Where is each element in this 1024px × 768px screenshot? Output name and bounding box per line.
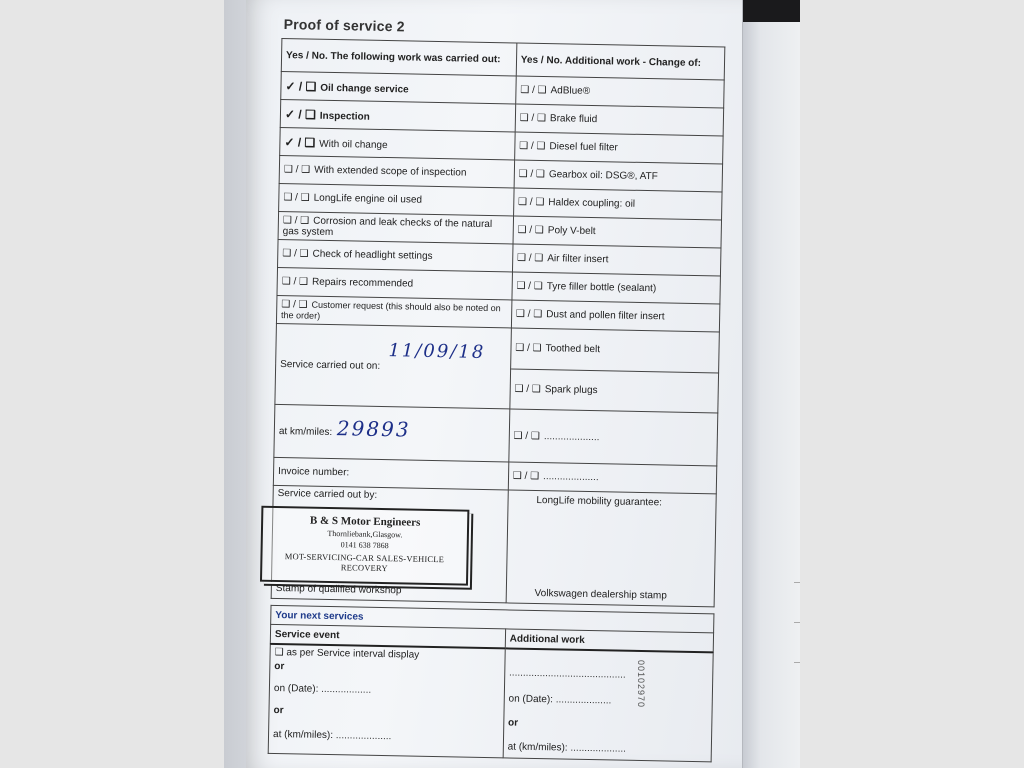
serial-number: 00102970 [635,660,646,709]
checkbox-pair[interactable]: ❑ / ❑ [517,196,545,209]
next-km-field[interactable]: at (km/miles): .................... [272,728,392,743]
workshop-stamp-area [271,485,508,602]
additional-item[interactable]: ❑ / ❑ Toothed belt [510,328,719,372]
service-book-page [246,0,743,768]
right-column-header: Yes / No. Additional work - Change of: [516,43,725,80]
km-label: at km/miles: [278,425,333,438]
additional-item[interactable]: ❑ / ❑ Brake fluid [515,104,724,136]
longlife-guarantee-label: LongLife mobility guarantee: [536,494,663,509]
checkbox-pair[interactable]: ❑ / ❑ [516,280,543,293]
checkbox-ticked[interactable]: ✓ / ❑ [285,78,317,94]
service-date-handwritten: 11/09/18 [388,340,486,363]
work-item[interactable]: ❑ / ❑ Customer request (this should also be noted on the order) [276,295,511,328]
checkbox-pair[interactable]: ❑ / ❑ [517,224,544,237]
checkbox-pair[interactable]: ❑ / ❑ [516,252,544,265]
additional-work-cell[interactable]: .......................................... on (Date): .................... or at (km/miles): .................... [503,648,713,761]
invoice-field[interactable]: Invoice number: [273,457,508,490]
checkbox-pair[interactable]: ❑ / ❑ [283,164,311,176]
stamp-workshop-label: Stamp of qualified workshop [275,582,402,597]
carried-out-by-label: Service carried out by: [277,488,378,501]
additional-item[interactable]: ❑ / ❑ .................... [509,409,718,466]
additional-item[interactable]: ❑ / ❑ Spark plugs [510,368,719,412]
workshop-stamp [260,506,469,586]
checkbox-pair[interactable]: ❑ / ❑ [520,84,547,97]
additional-work-header: Additional work [505,629,714,652]
stamp-phone: 0141 638 7868 [340,540,389,551]
checkbox-pair[interactable]: ❑ / ❑ [282,248,309,260]
work-item[interactable]: ❑ / ❑ Check of headlight settings [278,239,513,272]
service-table [271,38,726,607]
next-services-table [268,605,715,762]
service-event-header: Service event [270,624,505,648]
additional-item[interactable]: ❑ / ❑ Tyre filler bottle (sealant) [512,272,721,304]
interval-display-option[interactable]: ❑ as per Service interval display [274,646,420,661]
right-page-edge [733,22,800,768]
additional-item[interactable]: ❑ / ❑ AdBlue® [515,76,724,108]
stamp-name: B & S Motor Engineers [309,514,421,529]
checkbox-pair[interactable]: ❑ / ❑ [519,140,546,153]
additional-km-field[interactable]: at (km/miles): .................... [507,741,627,755]
additional-item[interactable]: ❑ / ❑ Haldex coupling: oil [513,188,722,220]
photo-frame [224,0,800,768]
dealer-stamp-area [506,490,716,607]
additional-item[interactable]: ❑ / ❑ Gearbox oil: DSG®, ATF [514,160,723,192]
additional-item[interactable]: ❑ / ❑ Diesel fuel filter [514,132,723,164]
left-column-header: Yes / No. The following work was carried out: [281,39,516,77]
checkbox-ticked[interactable]: ✓ / ❑ [284,106,316,122]
km-miles-field[interactable] [274,404,510,461]
stamp-services: MOT-SERVICING-CAR SALES-VEHICLE RECOVERY [284,551,445,574]
stamp-address: Thornliebank,Glasgow. [327,528,403,540]
checkbox-pair[interactable]: ❑ / ❑ [519,112,547,125]
page-title: Proof of service 2 [283,16,405,35]
checkbox-pair[interactable]: ❑ / ❑ [281,276,309,288]
work-item[interactable]: ✓ / ❑ Oil change service [281,71,516,104]
service-date-label: Service carried out on: [280,358,381,372]
checkbox-pair[interactable]: ❑ / ❑ [282,214,310,227]
additional-item[interactable]: ❑ / ❑ Air filter insert [512,244,721,276]
additional-item[interactable]: ❑ / ❑ Dust and pollen filter insert [511,300,720,332]
checkbox-pair[interactable]: ❑ / ❑ [283,192,310,204]
proof-of-service-form [268,8,726,762]
checkbox-pair[interactable]: ❑ / ❑ [518,168,546,181]
checkbox-pair[interactable]: ❑ / ❑ [514,383,541,395]
work-item[interactable]: ❑ / ❑ Repairs recommended [277,267,512,300]
additional-date-field[interactable]: on (Date): .................... [508,693,612,707]
dealer-stamp-label: Volkswagen dealership stamp [534,587,667,602]
additional-work-field[interactable]: .......................................... [508,667,626,681]
service-event-cell[interactable]: ❑ as per Service interval display or on (Date): .................. or at (km/miles): .................... [268,644,505,758]
km-handwritten: 29893 [336,416,411,442]
service-date-field[interactable] [275,323,511,408]
checkbox-pair[interactable]: ❑ / ❑ [515,308,543,321]
checkbox-pair[interactable]: ❑ / ❑ [281,298,308,311]
additional-item[interactable]: ❑ / ❑ .................... [508,462,717,494]
next-date-field[interactable]: on (Date): .................. [273,682,372,696]
checkbox-pair[interactable]: ❑ / ❑ [515,342,542,355]
work-item[interactable]: ❑ / ❑ Corrosion and leak checks of the natural gas system [278,211,513,244]
work-item[interactable]: ✓ / ❑ With oil change [280,127,515,160]
work-item[interactable]: ✓ / ❑ Inspection [280,99,515,132]
checkbox-ticked[interactable]: ✓ / ❑ [284,134,316,150]
work-item[interactable]: ❑ / ❑ With extended scope of inspection [279,155,514,188]
next-services-title: Your next services [271,605,714,633]
checkbox-pair[interactable]: ❑ / ❑ [512,470,540,483]
additional-item[interactable]: ❑ / ❑ Poly V-belt [513,216,722,248]
work-item[interactable]: ❑ / ❑ LongLife engine oil used [279,183,514,216]
checkbox-pair[interactable]: ❑ / ❑ [513,430,540,442]
